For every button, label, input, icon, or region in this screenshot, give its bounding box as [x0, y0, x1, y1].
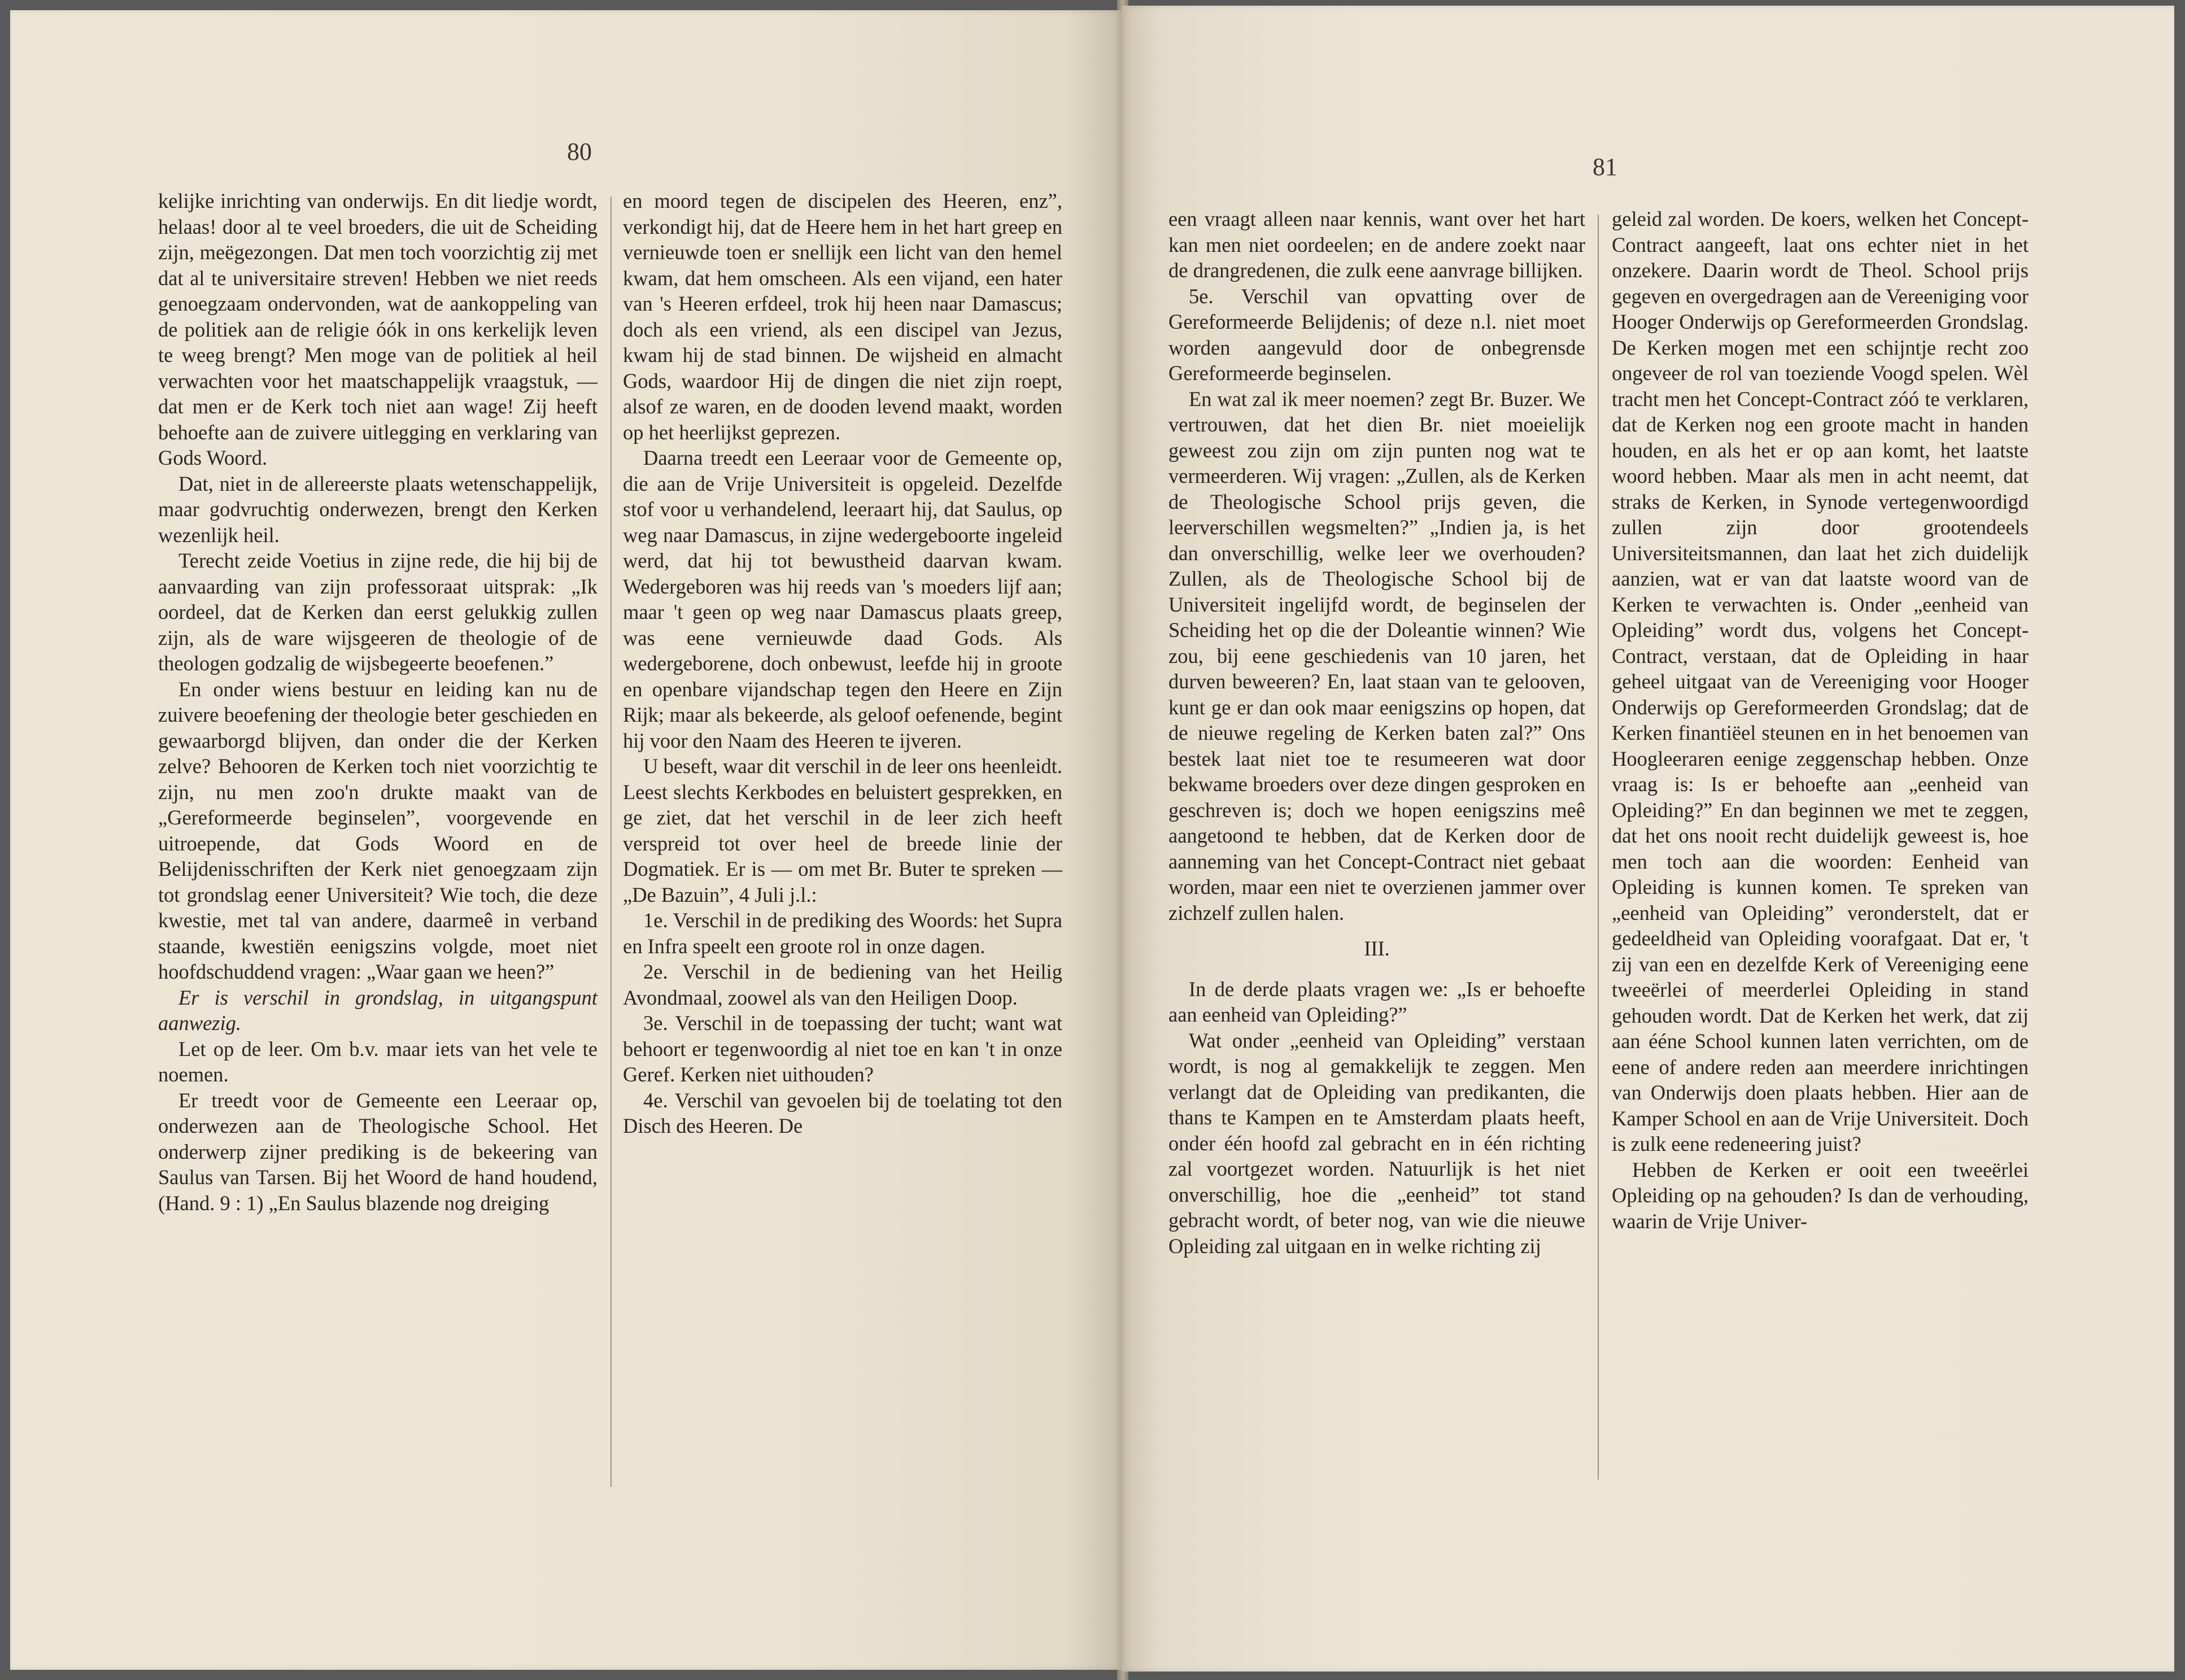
paragraph: 5e. Verschil van opvatting over de Gereformeerde Belijdenis; of deze n.l. niet moet worden aangevuld door de onbegrensde Gereformeerde beginselen.	[1168, 284, 1585, 385]
paragraph: kelijke inrichting van onderwijs. En dit liedje wordt, helaas! door al te veel broeders, die uit de Scheiding zijn, meëgezongen. Dat men toch voorzichtig zij met dat al te universitaire streven! Hebben we niet reeds genoegzaam ondervonden, wat de aankoppeling van de politiek aan de religie óók in ons kerkelijk leven te weeg brengt? Men moge van de politiek al heil verwachten voor het maatschappelijk vraagstuk, — dat men er de Kerk toch niet aan wage! Zij heeft behoefte aan de zuivere uitlegging en verklaring van Gods Woord.	[158, 189, 598, 469]
right-page-column-1	[1168, 206, 1585, 1259]
paragraph: Dat, niet in de allereerste plaats wetenschappelijk, maar godvruchtig onderwezen, brengt den Kerken wezenlijk heil.	[158, 472, 598, 547]
left-page-column-2	[623, 188, 1062, 1139]
paragraph: En onder wiens bestuur en leiding kan nu de zuivere beoefening der theologie beter geschieden en gewaarborgd blijven, dan onder die der Kerken zelve? Behooren de Kerken toch niet voorzichtig te zijn, nu men zoo'n drukte maakt van de „Gereformeerde beginselen”, voorgevende en uitroepende, dat Gods Woord en de Belijdenisschriften der Kerk niet genoegzaam zijn tot grondslag eener Universiteit? Wie toch, die deze kwestie, met tal van andere, daarmeê in verband staande, kwestiën eenigszins volgde, moet niet hoofdschuddend vragen: „Waar gaan we heen?”	[158, 677, 598, 983]
left-page	[10, 10, 1122, 1670]
paragraph: U beseft, waar dit verschil in de leer ons heenleidt. Leest slechts Kerkbodes en beluistert gesprekken, en ge ziet, dat het verschil in de leer zich heeft verspreid tot over heel de breede linie der Dogmatiek. Er is — om met Br. Buter te spreken — „De Bazuin”, 4 Juli j.l.:	[623, 754, 1062, 906]
page-number-left: 80	[567, 138, 592, 165]
paragraph: Daarna treedt een Leeraar voor de Gemeente op, die aan de Vrije Universiteit is opgeleid. Dezelfde stof voor u verhandelend, leeraart hij, dat Saulus, op weg naar Damascus, in zijne wedergeboorte ingeleid werd, dat hij tot bewustheid daarvan kwam. Wedergeboren was hij reeds van 's moeders lijf aan; maar 't geen op weg naar Damascus plaats greep, was eene vernieuwde daad Gods. Als wedergeborene, doch onbewust, leefde hij in groote en openbare vijandschap tegen den Heere en Zijn Rijk; maar als bekeerde, als geloof oefenende, begint hij voor den Naam des Heeren te ijveren.	[623, 446, 1062, 752]
paragraph: In de derde plaats vragen we: „Is er behoefte aan eenheid van Opleiding?”	[1168, 977, 1585, 1026]
paragraph: 2e. Verschil in de bediening van het Heilig Avondmaal, zoowel als van den Heiligen Doop.	[623, 960, 1062, 1009]
paragraph: 4e. Verschil van gevoelen bij de toelating tot den Disch des Heeren. De	[623, 1088, 1062, 1137]
paragraph: 3e. Verschil in de toepassing der tucht; want wat behoort er tegenwoordig al niet toe en kan 't in onze Geref. Kerken niet uithouden?	[623, 1011, 1062, 1086]
paragraph: geleid zal worden. De koers, welken het Concept-Contract aangeeft, laat ons echter niet in het onzekere. Daarin wordt de Theol. School prijs gegeven en overgedragen aan de Vereeniging voor Hooger Onderwijs op Gereformeerden Grondslag. De Kerken mogen met een schijntje recht zoo ongeveer de rol van toeziende Voogd spelen. Wèl tracht men het Concept-Contract zóó te verklaren, dat de Kerken nog een groote macht in handen houden, en als het er op aan komt, het laatste woord hebben. Maar als men in acht neemt, dat straks de Kerken, in Synode vertegenwoordigd zullen zijn door grootendeels Universiteitsmannen, dan laat het zich duidelijk aanzien, wat er van dat laatste woord van de Kerken te verwachten is. Onder „eenheid van Opleiding” wordt dus, volgens het Concept-Contract, verstaan, dat de Opleiding in haar geheel uitgaat van de Vereeniging voor Hooger Onderwijs op Gereformeerden Grondslag; dat de Kerken finantiëel steunen en in het benoemen van Hoogleeraren eenige zeggenschap hebben. Onze vraag is: Is er behoefte aan „eenheid van Opleiding?” En dan beginnen we met te zeggen, dat het ons nooit recht duidelijk geweest is, hoe men toch aan die woorden: Eenheid van Opleiding is kunnen komen. Te spreken van „eenheid van Opleiding” veronderstelt, dat er gedeeldheid van Opleiding voorafgaat. Dat er, 't zij van een en dezelfde Kerk of Vereeniging eene tweeërlei of meerderlei Opleiding in stand gehouden wordt. Dat de Kerken het werk, dat zij aan ééne School kunnen laten verrichten, om de eene of andere reden aan meerdere inrichtingen van Onderwijs doen plaats hebben. Hier aan de Kamper School en aan de Vrije Universiteit. Doch is zulk eene redeneering juist?	[1612, 207, 2029, 1155]
left-page-column-1	[158, 188, 598, 1216]
column-divider-left	[610, 197, 612, 1487]
paragraph: Hebben de Kerken er ooit een tweeërlei Opleiding op na gehouden? Is dan de verhouding, waarin de Vrije Univer-	[1612, 1158, 2029, 1233]
right-page-column-2	[1612, 206, 2029, 1234]
paragraph: Terecht zeide Voetius in zijne rede, die hij bij de aanvaarding van zijn professoraat uitsprak: „Ik oordeel, dat de Kerken dan eerst gelukkig zullen zijn, als de ware wijsgeeren de theologie of de theologen godzalig de wijsbegeerte beoefenen.”	[158, 549, 598, 675]
paragraph: Er is verschil in grondslag, in uitgangspunt aanwezig.	[158, 985, 598, 1035]
paragraph: Er treedt voor de Gemeente een Leeraar op, onderwezen aan de Theologische School. Het onderwerp zijner prediking is de bekeering van Saulus van Tarsen. Bij het Woord de hand houdend, (Hand. 9 : 1) „En Saulus blazende nog dreiging	[158, 1088, 598, 1215]
section-heading: III.	[1364, 937, 1390, 960]
paragraph: en moord tegen de discipelen des Heeren, enz”, verkondigt hij, dat de Heere hem in het hart greep en vernieuwde toen er snellijk een licht van den hemel kwam, dat hem omscheen. Als een vijand, een hater van 's Heeren erfdeel, trok hij heen naar Damascus; doch als een vriend, als een discipel van Jezus, kwam hij de stad binnen. De wijsheid en almacht Gods, waardoor Hij de dingen die niet zijn roept, alsof ze waren, en de dooden levend maakt, worden op het heerlijkst geprezen.	[623, 189, 1062, 444]
column-divider-right	[1598, 215, 1599, 1480]
paragraph: Wat onder „eenheid van Opleiding” verstaan wordt, is nog al gemakkelijk te zeggen. Men verlangt dat de Opleiding van predikanten, die thans te Kampen en te Amsterdam plaats heeft, onder één hoofd zal gebracht en in één richting zal voortgezet worden. Natuurlijk is het niet onverschillig, hoe die „eenheid” tot stand gebracht wordt, of beter nog, van wie die nieuwe Opleiding zal uitgaan en in welke richting zij	[1168, 1028, 1585, 1258]
page-number-right: 81	[1593, 153, 1617, 181]
paragraph: een vraagt alleen naar kennis, want over het hart kan men niet oordeelen; en de andere zoekt naar de drangredenen, die zulk eene aanvrage billijken.	[1168, 207, 1585, 282]
paragraph: En wat zal ik meer noemen? zegt Br. Buzer. We vertrouwen, dat het dien Br. niet moeielijk geweest zou zijn om zijn punten nog wat te vermeerderen. Wij vragen: „Zullen, als de Kerken de Theologische School prijs geven, die leerverschillen wegsmelten?” „Indien ja, is het dan onverschillig, welke leer we overhouden? Zullen, als de Theologische School bij de Universiteit ingelijfd wordt, de beginselen der Scheiding het op die der Doleantie winnen? Wie zou, bij eene geschiedenis van 10 jaren, het durven beweeren? En, laat staan van te gelooven, kunt ge er dan ook maar eenigszins op hopen, dat de nieuwe regeling de Kerken baten zal?” Ons bestek laat niet toe te resumeeren wat door bekwame broeders over deze dingen gesproken en geschreven is; doch we hopen eenigszins meê aangetoond te hebben, dat de Kerken door de aanneming van het Concept-Contract niet gebaat worden, maar een niet te overzienen jammer over zichzelf zullen halen.	[1168, 387, 1585, 924]
paragraph: 1e. Verschil in de prediking des Woords: het Supra en Infra speelt een groote rol in onze dagen.	[623, 909, 1062, 958]
paragraph: Let op de leer. Om b.v. maar iets van het vele te noemen.	[158, 1037, 598, 1086]
right-page	[1122, 6, 2174, 1672]
